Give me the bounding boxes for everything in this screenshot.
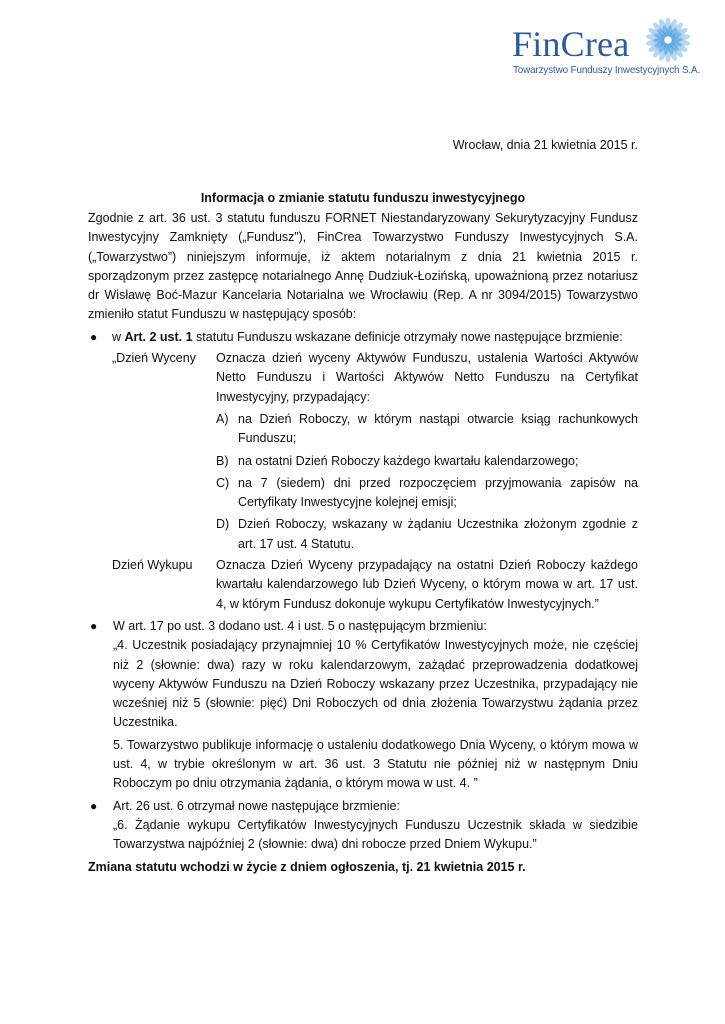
intro-paragraph: Zgodnie z art. 36 ust. 3 statutu funduszu FORNET Niestandaryzowany Sekurytyzacyjny Fundusz Inwestycyjny Zamknięty („Fundusz”), FinCrea Towarzystwo Funduszy Inwestycyjnych S.A. („Towarzystwo”) niniejszym informuje, iż aktem notarialnym z dnia 21 kwietnia 2015 r. sporządzonym przez zastępcę notarialnego Annę Dudziuk-Łozińską, upoważnioną przez notariusz dr Wisławę Boć-Mazur Kancelaria Notarialna we Wrocławiu (Rep. A nr 3094/2015) Towarzystwo zmieniło statut Funduszu w następujący sposób: xyxy=(88,211,638,322)
definition-term: Dzień Wykupu xyxy=(112,558,193,573)
quote-paragraph: 5. Towarzystwo publikuje informację o ustaleniu dodatkowego Dnia Wyceny, o którym mowa w ust. 4, w trybie określonym w art. 36 ust. 3 Statutu nie później niż w następnym Dniu Roboczym po dniu otrzymania żądania, o którym mowa w ust. 4. ” xyxy=(113,737,638,791)
option-item xyxy=(216,410,638,449)
bullet1-suffix: statutu Funduszu wskazane definicje otrzymały nowe następujące brzmienie: xyxy=(192,329,623,344)
bullet1-prefix: w xyxy=(112,329,125,344)
option-label: B) xyxy=(216,453,229,468)
date-line: Wrocław, dnia 21 kwietnia 2015 r. xyxy=(452,138,638,152)
option-text: na ostatni Dzień Roboczy każdego kwartału kalendarzowego; xyxy=(238,453,579,468)
document-title: Informacja o zmianie statutu funduszu inwestycyjnego xyxy=(200,191,526,205)
bullet2-text: W art. 17 po ust. 3 dodano ust. 4 i ust. 5 o następującym brzmieniu: xyxy=(113,618,487,633)
closing-statement: Zmiana statutu wchodzi w życie z dniem ogłoszenia, tj. 21 kwietnia 2015 r. xyxy=(88,859,526,874)
definition-text xyxy=(216,349,638,554)
list-item xyxy=(88,617,638,636)
logo-subtitle: Towarzystwo Funduszy Inwestycyjnych S.A. xyxy=(513,65,701,76)
quote-paragraph: „6. Żądanie wykupu Certyfikatów Inwestycyjnych Funduszu Uczestnik składa w siedzibie Towarzystwa najpóźniej 2 (słownie: dwa) dni robocze przed Dniem Wykupu.” xyxy=(113,817,638,852)
option-item xyxy=(216,452,638,471)
definition-intro: Oznacza dzień wyceny Aktywów Funduszu, ustalenia Wartości Aktywów Netto Funduszu i Wartości Aktywów Netto Funduszu na Certyfikat Inwestycyjny, przypadający: xyxy=(216,351,638,404)
logo-name: FinCrea xyxy=(512,24,630,64)
definition-row xyxy=(112,349,638,554)
company-logo xyxy=(512,12,712,76)
list-item xyxy=(88,797,638,816)
bullet-icon: ● xyxy=(90,329,98,344)
definitions xyxy=(112,349,638,614)
definition-row xyxy=(112,556,638,614)
list-item xyxy=(88,328,638,347)
option-text: Dzień Roboczy, wskazany w żądaniu Uczestnika złożonym zgodnie z art. 17 ust. 4 Statutu. xyxy=(238,517,638,551)
bullet-icon: ● xyxy=(90,618,98,633)
quote-paragraph: „4. Uczestnik posiadający przynajmniej 10 % Certyfikatów Inwestycyjnych może, nie częściej niż 2 (słownie: dwa) razy w roku kalendarzowym, zażądać przeprowadzenia dodatkowej wyceny Aktywów Funduszu na Dzień Roboczy wskazany przez Uczestnika, przypadający nie wcześniej niż 5 (słownie: pięć) Dni Roboczych od dnia złożenia Towarzystwu żądania przez Uczestnika. xyxy=(113,638,638,730)
flower-logo-icon xyxy=(638,12,698,68)
option-item xyxy=(216,474,638,513)
definition-term: „Dzień Wyceny xyxy=(112,351,196,366)
bullet3-text: Art. 26 ust. 6 otrzymał nowe następujące brzmienie: xyxy=(113,798,400,813)
option-text: na Dzień Roboczy, w którym nastąpi otwarcie ksiąg rachunkowych Funduszu; xyxy=(238,411,638,446)
bullet1-bold: Art. 2 ust. 1 xyxy=(124,329,193,344)
option-text: na 7 (siedem) dni przed rozpoczęciem przyjmowania zapisów na Certyfikaty Inwestycyjne kolejnej emisji; xyxy=(238,475,638,510)
bullet-icon: ● xyxy=(90,798,98,813)
option-label: A) xyxy=(216,411,229,426)
option-item xyxy=(216,515,638,554)
option-label: C) xyxy=(216,475,230,490)
document-body xyxy=(88,209,638,877)
definition-text: Oznacza Dzień Wyceny przypadający na ostatni Dzień Roboczy każdego kwartału kalendarzowego lub Dzień Wyceny, o którym mowa w art. 17 ust. 4, w którym Fundusz dokonuje wykupu Certyfikatów Inwestycyjnych.” xyxy=(216,558,638,611)
option-label: D) xyxy=(216,517,230,532)
